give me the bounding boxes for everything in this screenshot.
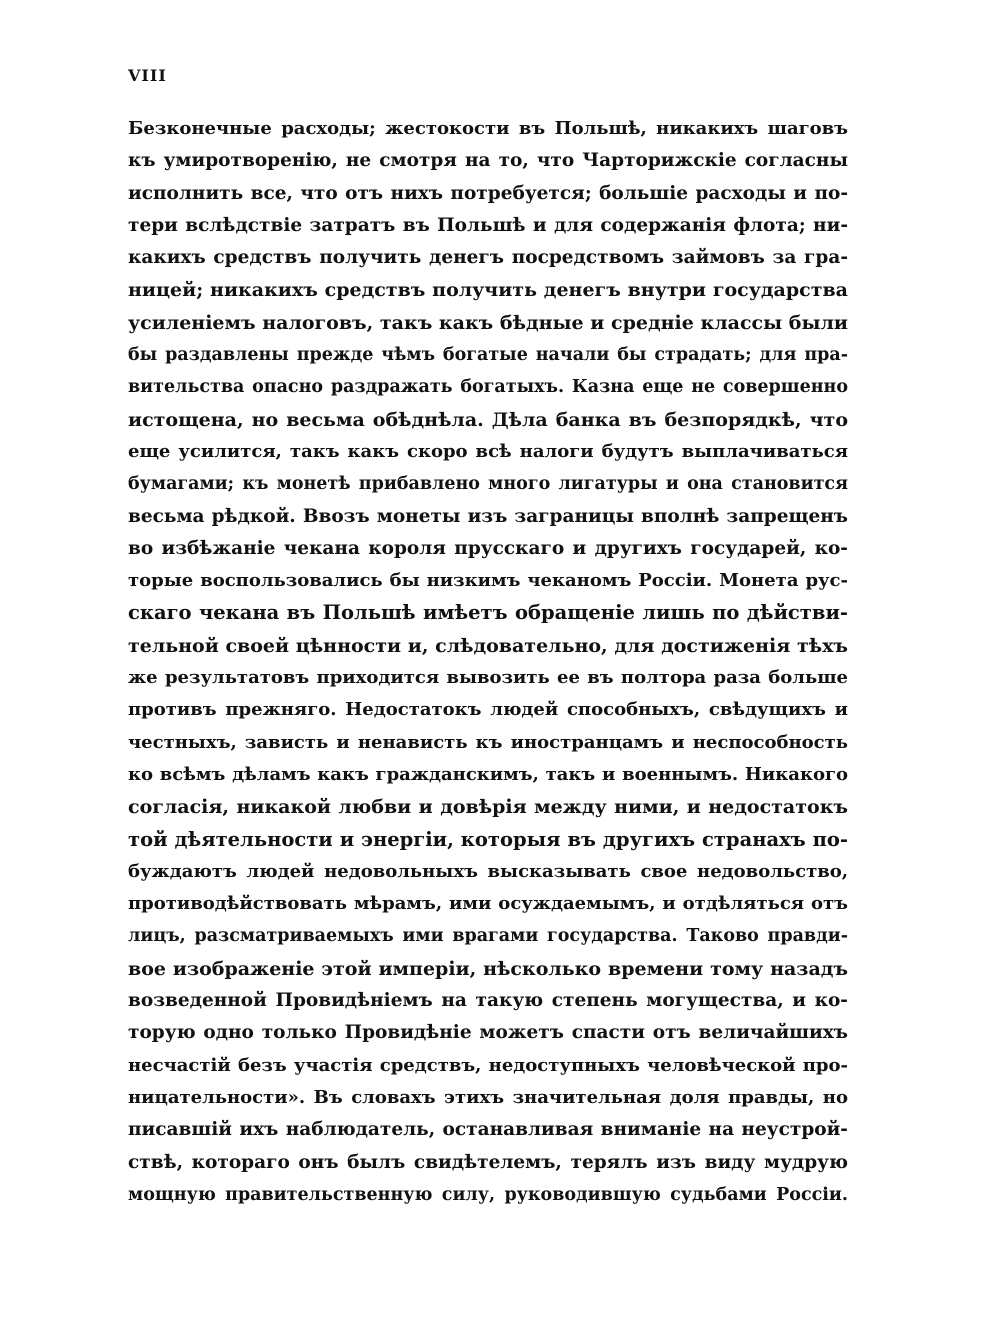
text-line: противъ прежняго. Недостатокъ людей способныхъ, свѣдущихъ и (128, 699, 848, 721)
text-line: исполнить все, что отъ нихъ потребуется; большіе расходы и по- (128, 182, 848, 204)
text-line: честныхъ, зависть и ненависть къ иностранцамъ и неспособность (128, 731, 848, 753)
text-line: той дѣятельности и энергіи, которыя въ другихъ странахъ по- (128, 827, 848, 851)
body-text (128, 113, 848, 1211)
text-line: во избѣжаніе чекана короля прусскаго и другихъ государей, ко- (128, 537, 848, 559)
text-line: какихъ средствъ получить денегъ посредствомъ займовъ за гра- (128, 247, 848, 269)
text-line: торые воспользовались бы низкимъ чеканомъ Россіи. Монета рус- (128, 570, 848, 592)
text-line: ствѣ, котораго онъ былъ свидѣтелемъ, терялъ изъ виду мудрую (128, 1151, 848, 1173)
text-line: бы раздавлены прежде чѣмъ богатые начали бы страдать; для пра- (128, 345, 848, 366)
text-line: торую одно только Провидѣніе можетъ спасти отъ величайшихъ (128, 1022, 848, 1044)
text-line: скаго чекана въ Польшѣ имѣетъ обращеніе лишь по дѣйстви- (128, 601, 848, 625)
text-line: истощена, но весьма обѣднѣла. Дѣла банка въ безпорядкѣ, что (128, 408, 848, 431)
text-line: противодѣйствовать мѣрамъ, ими осуждаемымъ, и отдѣляться отъ (128, 893, 848, 915)
text-line: ко всѣмъ дѣламъ какъ гражданскимъ, такъ и военнымъ. Никакого (128, 763, 848, 785)
text-line: возведенной Провидѣніемъ на такую степень могущества, и ко- (128, 990, 848, 1012)
text-line: ницей; никакихъ средствъ получить денегъ внутри государства (128, 279, 848, 302)
text-line: согласія, никакой любви и довѣрія между ними, и недостатокъ (128, 796, 848, 819)
text-line: тери вслѣдствіе затратъ въ Польшѣ и для содержанія флота; ни- (128, 214, 848, 236)
text-line: усиленіемъ налоговъ, такъ какъ бѣдные и средніе классы были (128, 311, 848, 334)
text-line: писавшій ихъ наблюдатель, останавливая вниманіе на неустрой- (128, 1119, 848, 1141)
text-line: весьма рѣдкой. Ввозъ монеты изъ заграницы вполнѣ запрещенъ (128, 505, 848, 527)
text-line: несчастій безъ участія средствъ, недоступныхъ человѣческой про- (128, 1054, 848, 1076)
text-line: буждаютъ людей недовольныхъ высказывать свое недовольство, (128, 860, 848, 882)
text-line: лицъ, разсматриваемыхъ ими врагами государства. Таково правди- (128, 926, 848, 947)
text-line: вительства опасно раздражать богатыхъ. Казна еще не совершенно (128, 377, 848, 398)
text-line: еще усилится, такъ какъ скоро всѣ налоги будутъ выплачиваться (128, 440, 848, 462)
text-line: мощную правительственную силу, руководившую судьбами Россіи. (128, 1184, 848, 1205)
text-line: бумагами; къ монетѣ прибавлено много лигатуры и она становится (128, 474, 848, 495)
text-line: вое изображеніе этой имперіи, нѣсколько времени тому назадъ (128, 957, 848, 980)
page-number: VIII (128, 66, 167, 85)
text-line: тельной своей цѣнности и, слѣдовательно, для достиженія тѣхъ (128, 634, 848, 657)
text-line: Безконечные расходы; жестокости въ Польшѣ, никакихъ шаговъ (128, 118, 848, 139)
text-line: ницательности». Въ словахъ этихъ значительная доля правды, но (128, 1086, 848, 1108)
text-line: къ умиротворенію, не смотря на то, что Чарторижскіе согласны (128, 150, 848, 172)
text-line: же результатовъ приходится вывозить ее въ полтора раза больше (128, 667, 848, 689)
